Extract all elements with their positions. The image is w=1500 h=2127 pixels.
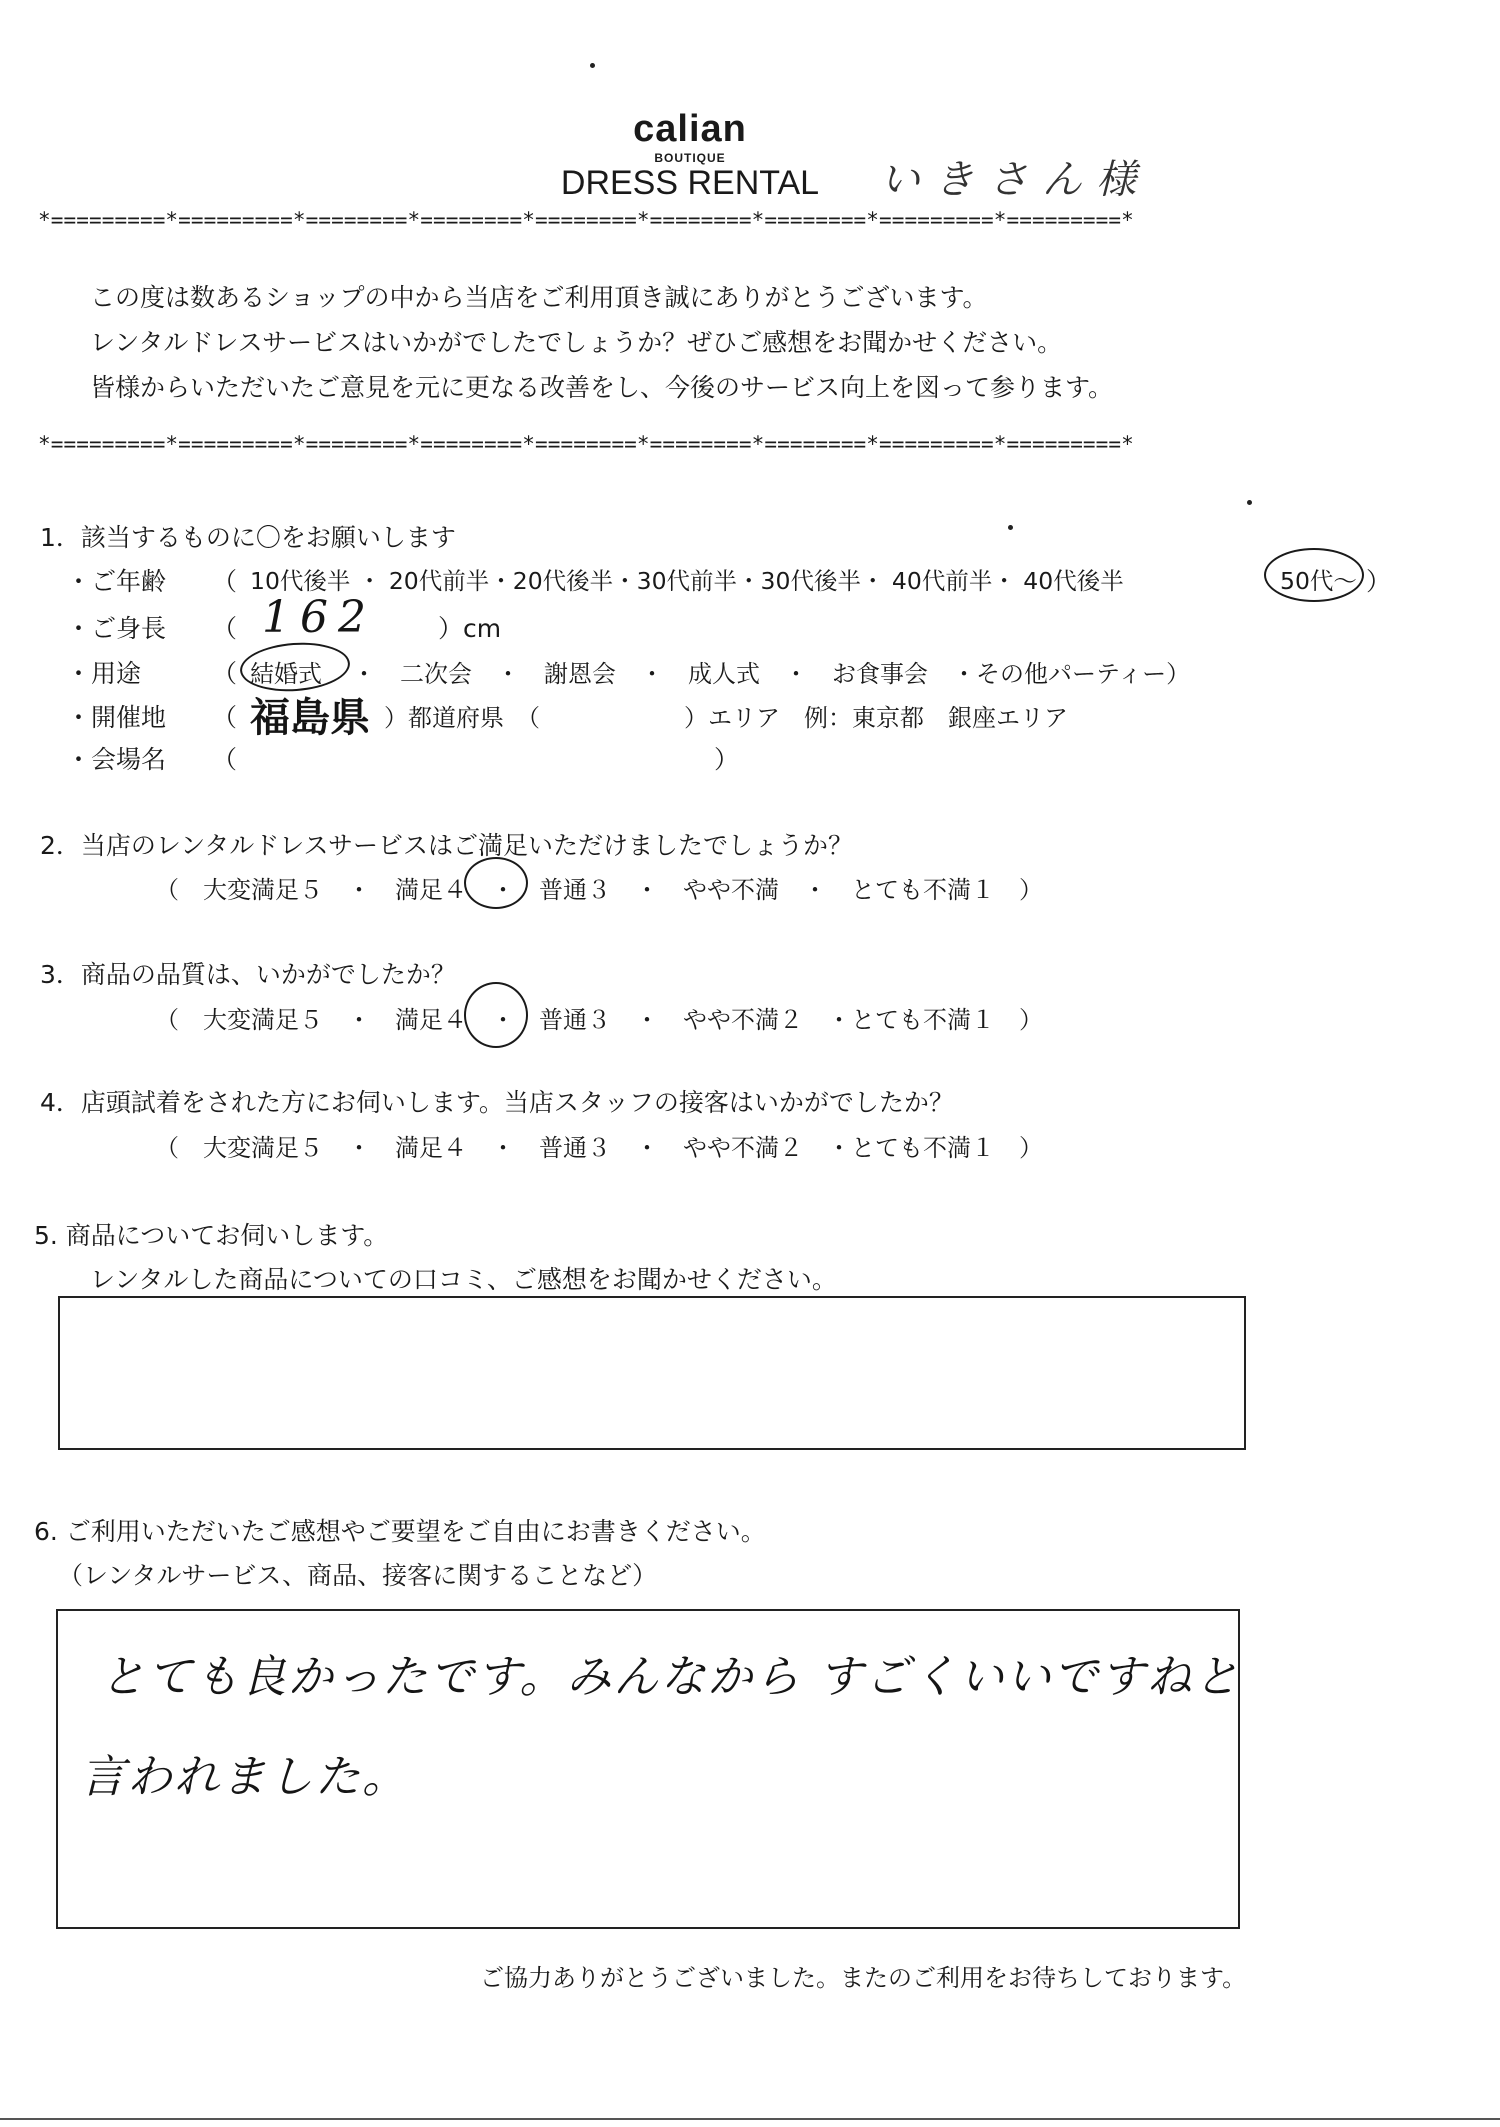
- handwritten-customer-name: いきさん様: [880, 157, 1150, 203]
- intro-line-3: 皆様からいただいたご意見を元に更なる改善をし、今後のサービス向上を図って参ります。: [90, 373, 1114, 402]
- q4-title: 4．店頭試着をされた方にお伺いします。当店スタッフの接客はいかがでしたか？: [40, 1088, 954, 1117]
- q5-title: 5. 商品についてお伺いします。: [34, 1221, 389, 1250]
- purpose-label: ・用途: [66, 659, 142, 688]
- q1-title: 1．該当するものに〇をお願いします: [40, 523, 456, 552]
- intro-line-2: レンタルドレスサービスはいかがでしたでしょうか？ぜひご感想をお聞かせください。: [90, 328, 1063, 357]
- q2-selection-circle: [464, 857, 528, 909]
- age-selection-circle: [1264, 548, 1364, 602]
- separator-top: *=========*=========*========*========*========*========*========*=========*=========*: [38, 208, 1134, 232]
- q2-title: 2．当店のレンタルドレスサービスはご満足いただけましたでしょうか？: [40, 831, 854, 860]
- purpose-options: ・ 二次会 ・ 謝恩会 ・ 成人式 ・ お食事会 ・その他パーティー）: [352, 660, 1191, 688]
- purpose-selected: 結婚式: [250, 660, 322, 688]
- height-value: 162: [262, 592, 376, 643]
- footer-thanks: ご協力ありがとうございました。またのご利用をお待ちしております。: [480, 1964, 1247, 1992]
- location-rest: ）都道府県 （ ）エリア 例：東京都 銀座エリア: [384, 704, 1068, 732]
- scan-speck: [1247, 500, 1252, 505]
- q6-answer-line-2: 言われました。: [80, 1750, 410, 1803]
- q6-title: 6. ご利用いただいたご感想やご要望をご自由にお書きください。: [34, 1517, 766, 1546]
- venue-label: ・会場名: [66, 745, 167, 774]
- age-selected: 50代～: [1280, 567, 1357, 595]
- brand-sub: BOUTIQUE: [654, 151, 726, 165]
- scan-speck: [1008, 525, 1013, 530]
- q3-title: 3．商品の品質は、いかがでしたか？: [40, 960, 456, 989]
- location-label: ・開催地: [66, 703, 167, 732]
- bottom-edge-line: [0, 2118, 1500, 2120]
- service-title: DRESS RENTAL: [560, 164, 820, 202]
- q3-options: （ 大変満足５ ・ 満足４ ・ 普通３ ・ やや不満２ ・とても不満１ ）: [155, 1006, 1043, 1034]
- q4-options: （ 大変満足５ ・ 満足４ ・ 普通３ ・ やや不満２ ・とても不満１ ）: [155, 1134, 1043, 1162]
- q6-answer-line-1: とても良かったです。みんなから すごくいいですねと: [100, 1650, 1241, 1703]
- q2-options: （ 大変満足５ ・ 満足４ ・ 普通３ ・ やや不満 ・ とても不満１ ）: [155, 876, 1043, 904]
- brand-logo: calian: [633, 108, 747, 150]
- q5-answer-box: [58, 1296, 1246, 1450]
- intro-line-1: この度は数あるショップの中から当店をご利用頂き誠にありがとうございます。: [90, 283, 988, 312]
- separator-bottom: *=========*=========*========*========*========*========*========*=========*=========*: [38, 432, 1134, 456]
- scan-speck: [590, 63, 595, 68]
- height-label: ・ご身長: [66, 614, 167, 643]
- q6-subtitle: （レンタルサービス、商品、接客に関することなど）: [58, 1561, 658, 1590]
- location-value: 福島県: [250, 694, 370, 741]
- q5-subtitle: レンタルした商品についての口コミ、ご感想をお聞かせください。: [90, 1265, 837, 1294]
- q3-selection-circle: [464, 982, 528, 1048]
- age-label: ・ご年齢: [66, 567, 167, 596]
- age-options: 10代後半 ・ 20代前半・20代後半・30代前半・30代後半・ 40代前半・ 40代後半: [250, 567, 1124, 595]
